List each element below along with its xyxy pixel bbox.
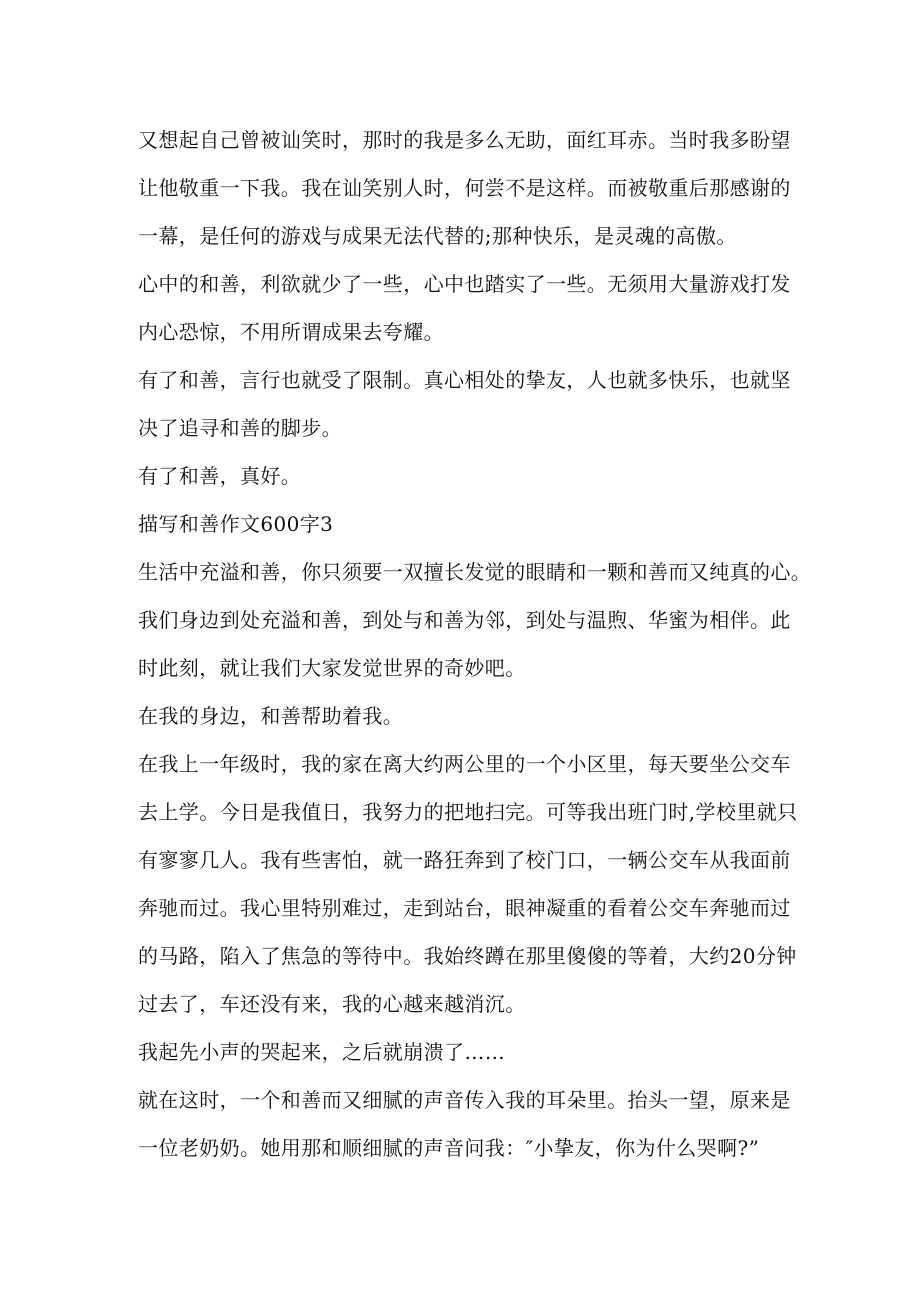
text-line: 的马路，陷入了焦急的等待中。我始终蹲在那里傻傻的等着，大约20分钟 bbox=[138, 944, 797, 968]
text-line: 一位老奶奶。她用那和顺细腻的声音问我：″小挚友，你为什么哭啊?” bbox=[138, 1136, 760, 1160]
text-line: 生活中充溢和善，你只须要一双擅长发觉的眼睛和一颗和善而又纯真的心。 bbox=[138, 560, 812, 584]
text-line: 让他敬重一下我。我在讪笑别人时，何尝不是这样。而被敬重后那感谢的 bbox=[138, 176, 791, 200]
section-heading: 描写和善作文600字3 bbox=[138, 512, 334, 536]
text-line: 又想起自己曾被讪笑时，那时的我是多么无助，面红耳赤。当时我多盼望 bbox=[138, 128, 791, 152]
text-line: 有寥寥几人。我有些害怕，就一路狂奔到了校门口，一辆公交车从我面前 bbox=[138, 848, 791, 872]
text-line: 决了追寻和善的脚步。 bbox=[138, 416, 342, 440]
text-line: 奔驰而过。我心里特别难过，走到站台，眼神凝重的看着公交车奔驰而过 bbox=[138, 896, 791, 920]
text-line: 在我上一年级时，我的家在离大约两公里的一个小区里，每天要坐公交车 bbox=[138, 752, 791, 776]
text-line: 我们身边到处充溢和善，到处与和善为邻，到处与温煦、华蜜为相伴。此 bbox=[138, 608, 791, 632]
text-line: 心中的和善，利欲就少了一些，心中也踏实了一些。无须用大量游戏打发 bbox=[138, 272, 791, 296]
text-line: 有了和善，真好。 bbox=[138, 464, 302, 488]
text-line: 一幕，是任何的游戏与成果无法代替的;那种快乐，是灵魂的高傲。 bbox=[138, 224, 737, 248]
text-line: 有了和善，言行也就受了限制。真心相处的挚友，人也就多快乐，也就坚 bbox=[138, 368, 791, 392]
article-body bbox=[138, 116, 812, 1172]
text-line: 去上学。今日是我值日，我努力的把地扫完。可等我出班门时,学校里就只 bbox=[138, 800, 798, 824]
text-line: 在我的身边，和善帮助着我。 bbox=[138, 704, 404, 728]
text-line: 内心恐惊，不用所谓成果去夸耀。 bbox=[138, 320, 444, 344]
text-line: 我起先小声的哭起来，之后就崩溃了…… bbox=[138, 1040, 506, 1064]
text-line: 就在这时，一个和善而又细腻的声音传入我的耳朵里。抬头一望，原来是 bbox=[138, 1088, 791, 1112]
text-line: 时此刻，就让我们大家发觉世界的奇妙吧。 bbox=[138, 656, 526, 680]
text-line: 过去了，车还没有来，我的心越来越消沉。 bbox=[138, 992, 526, 1016]
